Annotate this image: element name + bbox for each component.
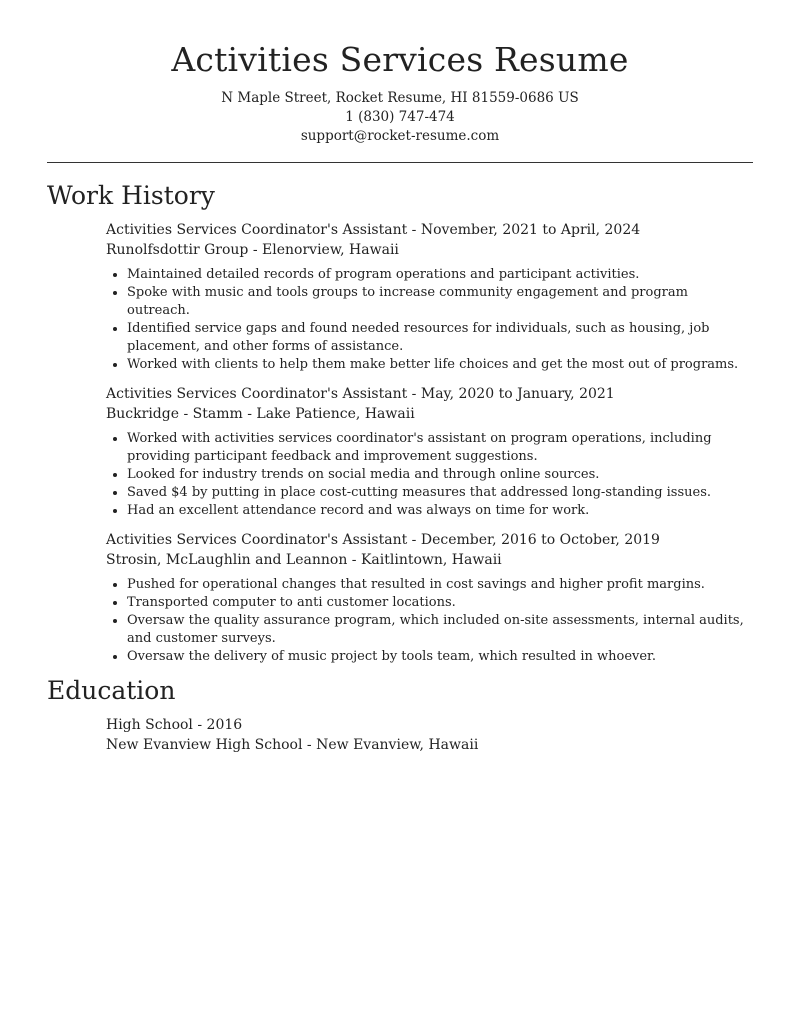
job-dates: - May, 2020 to January, 2021 xyxy=(407,386,615,402)
bullet-item: • Spoke with music and tools groups to increase community engagement and program outreach. xyxy=(127,284,753,320)
address: N Maple Street, Rocket Resume, HI 81559-0686 US xyxy=(221,90,579,106)
job-title-line xyxy=(106,220,753,240)
bullet-item: • Oversaw the quality assurance program, which included on-site assessments, internal audits, and customer surveys. xyxy=(127,612,753,648)
job-bullets xyxy=(106,266,753,374)
job-location: - Lake Patience, Hawaii xyxy=(242,406,415,422)
job-entry xyxy=(106,220,753,374)
bullet-item: • Identified service gaps and found needed resources for individuals, such as housing, job placement, and other forms of assistance. xyxy=(127,320,753,356)
education-section xyxy=(47,676,753,755)
graduation-year: - 2016 xyxy=(192,717,243,733)
bullet-item: • Pushed for operational changes that resulted in cost savings and higher profit margins. xyxy=(127,576,753,594)
bullet-item: • Saved $4 by putting in place cost-cutting measures that addressed long-standing issues. xyxy=(127,484,753,502)
job-dates: - December, 2016 to October, 2019 xyxy=(407,532,660,548)
school-location: - New Evanview, Hawaii xyxy=(302,737,479,753)
school-line xyxy=(106,735,753,755)
work-history-heading: Work History xyxy=(47,181,215,210)
resume-header xyxy=(0,0,800,146)
degree-line xyxy=(106,715,753,735)
bullet-item: • Maintained detailed records of program operations and participant activities. xyxy=(127,266,753,284)
header-divider xyxy=(47,162,753,163)
job-entry xyxy=(106,530,753,666)
email: support@rocket-resume.com xyxy=(300,128,500,144)
bullet-item: • Oversaw the delivery of music project by tools team, which resulted in whoever. xyxy=(127,648,753,666)
job-company-line xyxy=(106,404,753,424)
bullet-item: • Had an excellent attendance record and was always on time for work. xyxy=(127,502,753,520)
job-position: Activities Services Coordinator's Assistant xyxy=(106,222,408,238)
job-bullets xyxy=(106,430,753,520)
bullet-item: • Looked for industry trends on social media and through online sources. xyxy=(127,466,753,484)
job-entry xyxy=(106,384,753,520)
resume-title: Activities Services Resume xyxy=(171,40,629,79)
bullet-item: • Worked with clients to help them make better life choices and get the most out of programs. xyxy=(127,356,753,374)
education-heading: Education xyxy=(47,676,176,705)
job-title-line xyxy=(106,384,753,404)
job-company-line xyxy=(106,550,753,570)
job-location: - Kaitlintown, Hawaii xyxy=(347,552,502,568)
job-position: Activities Services Coordinator's Assistant xyxy=(106,386,408,402)
phone: 1 (830) 747-474 xyxy=(345,109,455,125)
job-company: Runolfsdottir Group xyxy=(106,242,249,258)
job-bullets xyxy=(106,576,753,666)
school-name: New Evanview High School xyxy=(106,737,303,753)
bullet-item: • Worked with activities services coordinator's assistant on program operations, including providing participant feedback and improvement suggestions. xyxy=(127,430,753,466)
job-company: Strosin, McLaughlin and Leannon xyxy=(106,552,348,568)
job-company: Buckridge - Stamm xyxy=(106,406,243,422)
job-dates: - November, 2021 to April, 2024 xyxy=(407,222,641,238)
job-location: - Elenorview, Hawaii xyxy=(248,242,399,258)
education-entry xyxy=(106,715,753,755)
bullet-item: • Transported computer to anti customer locations. xyxy=(127,594,753,612)
degree: High School xyxy=(106,717,193,733)
job-title-line xyxy=(106,530,753,550)
job-position: Activities Services Coordinator's Assistant xyxy=(106,532,408,548)
job-company-line xyxy=(106,240,753,260)
work-history-section xyxy=(47,181,753,666)
